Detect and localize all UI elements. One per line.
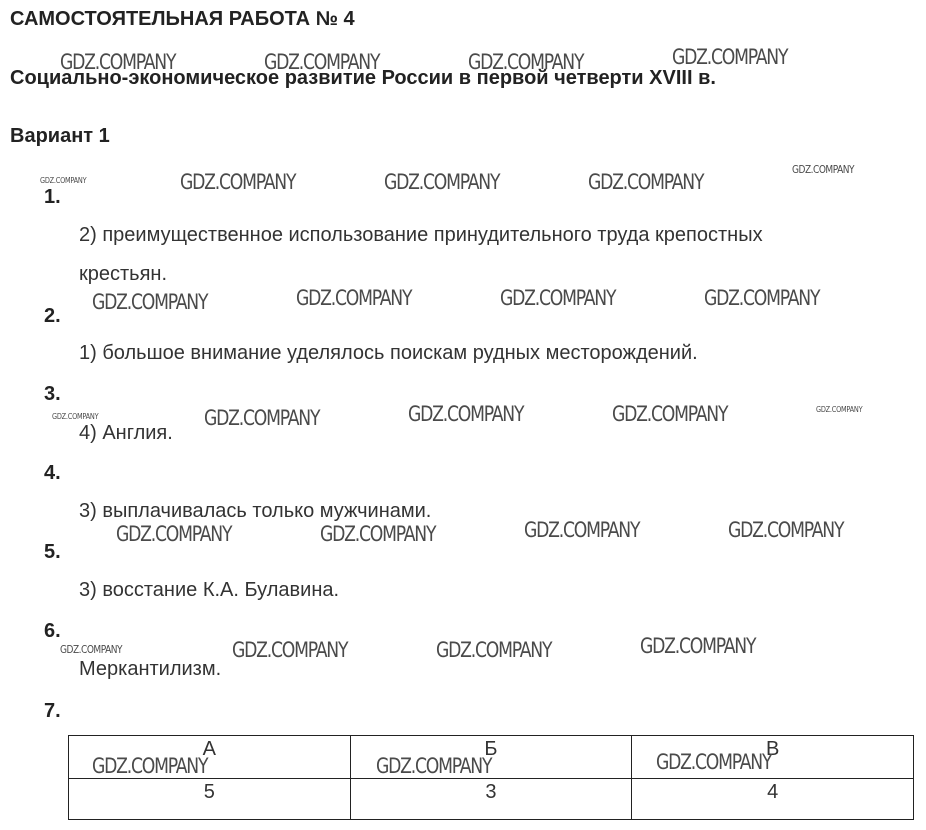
answer-line: крестьян. <box>79 263 168 285</box>
watermark: GDZ.COMPANY <box>60 50 176 74</box>
table-cell <box>69 779 351 820</box>
variant-heading: Вариант 1 <box>10 125 110 147</box>
watermark: GDZ.COMPANY <box>728 518 844 542</box>
table-header-cell <box>350 736 632 779</box>
watermark: GDZ.COMPANY <box>204 406 320 430</box>
question-3-answer: 4) Англия. <box>79 422 173 444</box>
watermark: GDZ.COMPANY <box>792 163 855 176</box>
answer-table <box>68 735 914 820</box>
header-a: А <box>202 738 216 760</box>
question-5-answer: 3) восстание К.А. Булавина. <box>79 579 340 601</box>
question-1-number: 1. <box>44 186 61 208</box>
watermark: GDZ.COMPANY <box>640 634 756 658</box>
watermark: GDZ.COMPANY <box>180 170 296 194</box>
value-b: 3 <box>485 781 497 803</box>
table-header-cell <box>632 736 914 779</box>
value-a: 5 <box>203 781 215 803</box>
watermark: GDZ.COMPANY <box>704 286 820 310</box>
table-row <box>69 779 914 820</box>
table-header-row <box>69 736 914 779</box>
answer-line: 2) преимущественное использование принудительного труда крепостных <box>79 224 763 246</box>
table-cell <box>350 779 632 820</box>
question-5-number: 5. <box>44 541 61 563</box>
watermark: GDZ.COMPANY <box>92 290 208 314</box>
watermark: GDZ.COMPANY <box>296 286 412 310</box>
page-title: САМОСТОЯТЕЛЬНАЯ РАБОТА № 4 <box>10 8 355 30</box>
header-b: Б <box>484 738 498 760</box>
value-v: 4 <box>767 781 779 803</box>
watermark: GDZ.COMPANY <box>52 412 99 421</box>
watermark: GDZ.COMPANY <box>60 643 123 656</box>
watermark: GDZ.COMPANY <box>40 176 87 185</box>
table-header-cell <box>69 736 351 779</box>
header-v: В <box>765 738 780 760</box>
watermark: GDZ.COMPANY <box>116 522 232 546</box>
watermark: GDZ.COMPANY <box>92 754 208 778</box>
watermark: GDZ.COMPANY <box>656 750 772 774</box>
watermark: GDZ.COMPANY <box>468 50 584 74</box>
watermark: GDZ.COMPANY <box>500 286 616 310</box>
watermark: GDZ.COMPANY <box>588 170 704 194</box>
watermark: GDZ.COMPANY <box>612 402 728 426</box>
watermark: GDZ.COMPANY <box>384 170 500 194</box>
question-1-answer <box>79 216 763 294</box>
question-4-answer: 3) выплачивалась только мужчинами. <box>79 500 432 522</box>
watermark: GDZ.COMPANY <box>672 45 788 69</box>
watermark: GDZ.COMPANY <box>376 754 492 778</box>
watermark: GDZ.COMPANY <box>524 518 640 542</box>
page-subtitle: Социально-экономическое развитие России в первой четверти XVIII в. <box>10 67 716 89</box>
watermark: GDZ.COMPANY <box>232 638 348 662</box>
watermark: GDZ.COMPANY <box>320 522 436 546</box>
watermark: GDZ.COMPANY <box>436 638 552 662</box>
question-6-answer: Меркантилизм. <box>79 658 222 680</box>
question-3-number: 3. <box>44 383 61 405</box>
question-7-number: 7. <box>44 700 61 722</box>
question-2-answer: 1) большое внимание уделялось поискам рудных месторождений. <box>79 342 698 364</box>
question-6-number: 6. <box>44 620 61 642</box>
table-cell <box>632 779 914 820</box>
watermark: GDZ.COMPANY <box>264 50 380 74</box>
watermark: GDZ.COMPANY <box>408 402 524 426</box>
question-2-number: 2. <box>44 305 61 327</box>
question-4-number: 4. <box>44 462 61 484</box>
watermark: GDZ.COMPANY <box>816 405 863 414</box>
